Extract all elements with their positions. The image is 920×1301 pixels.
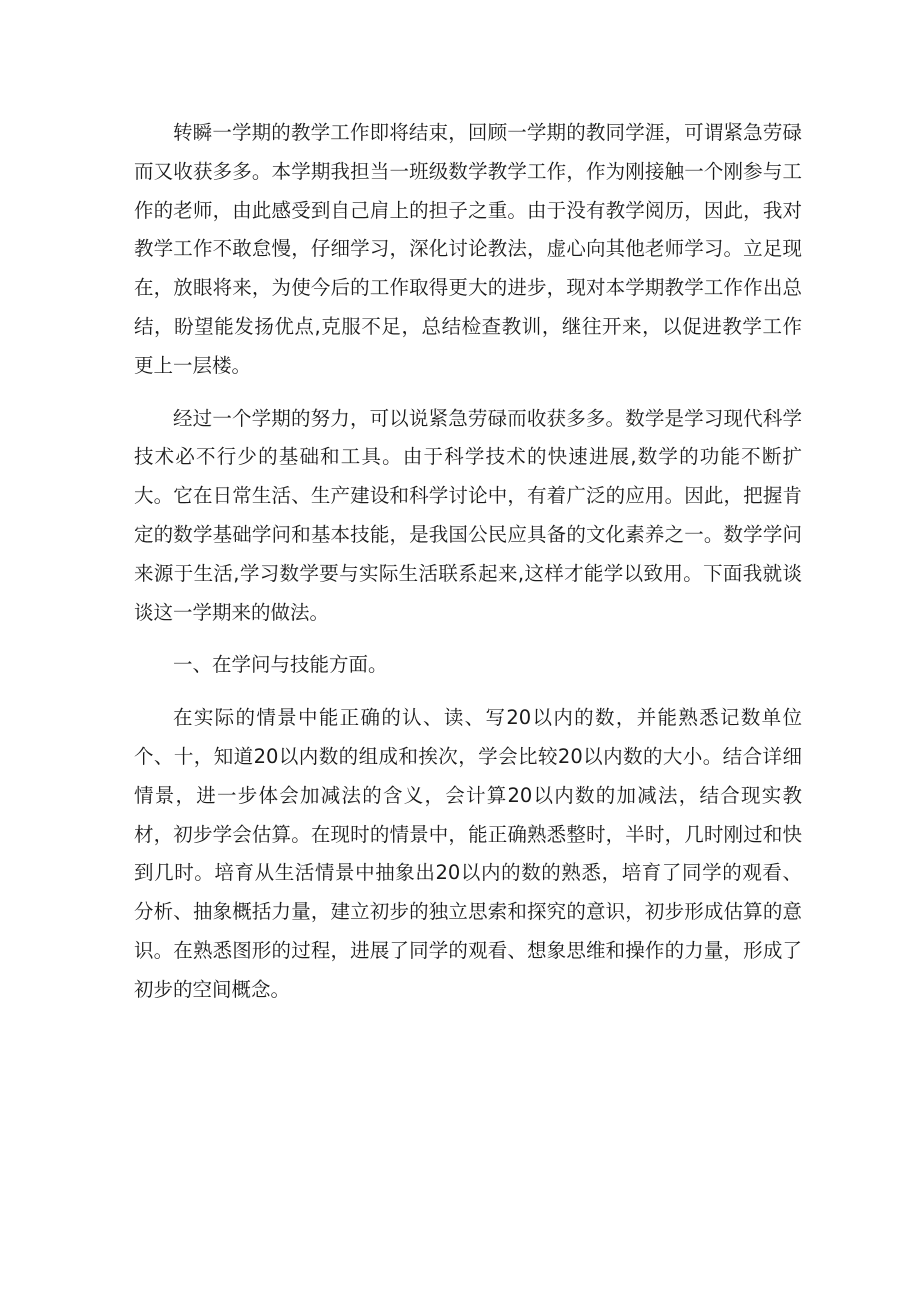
paragraph-effort: 经过一个学期的努力，可以说紧急劳碌而收获多多。数学是学习现代科学技术必不行少的基础和工具。由于科学技术的快速进展,数学的功能不断扩大。它在日常生活、生产建设和科学讨论中，有着广泛的应用。因此，把握肯定的数学基础学问和基本技能，是我国公民应具备的文化素养之一。数学学问来源于生活,学习数学要与实际生活联系起来,这样才能学以致用。下面我就谈谈这一学期来的做法。 <box>134 406 802 624</box>
section-heading-knowledge-skills: 一、在学问与技能方面。 <box>173 653 388 677</box>
paragraph-intro: 转瞬一学期的教学工作即将结束，回顾一学期的教同学涯，可谓紧急劳碌而又收获多多。本学期我担当一班级数学教学工作，作为刚接触一个刚参与工作的老师，由此感受到自己肩上的担子之重。由于没有教学阅历，因此，我对教学工作不敢怠慢，仔细学习，深化讨论教法，虚心向其他老师学习。立足现在，放眼将来，为使今后的工作取得更大的进步，现对本学期教学工作作出总结，盼望能发扬优点,克服不足，总结检查教训，继往开来，以促进教学工作更上一层楼。 <box>134 121 802 377</box>
document-body <box>134 114 802 1010</box>
paragraph-knowledge-skills: 在实际的情景中能正确的认、读、写20以内的数，并能熟悉记数单位个、十，知道20以内数的组成和挨次，学会比较20以内数的大小。结合详细情景，进一步体会加减法的含义，会计算20以内数的加减法，结合现实教材，初步学会估算。在现时的情景中，能正确熟悉整时，半时，几时刚过和快到几时。培育从生活情景中抽象出20以内的数的熟悉，培育了同学的观看、分析、抽象概括力量，建立初步的独立思索和探究的意识，初步形成估算的意识。在熟悉图形的过程，进展了同学的观看、想象思维和操作的力量，形成了初步的空间概念。 <box>134 706 802 1001</box>
